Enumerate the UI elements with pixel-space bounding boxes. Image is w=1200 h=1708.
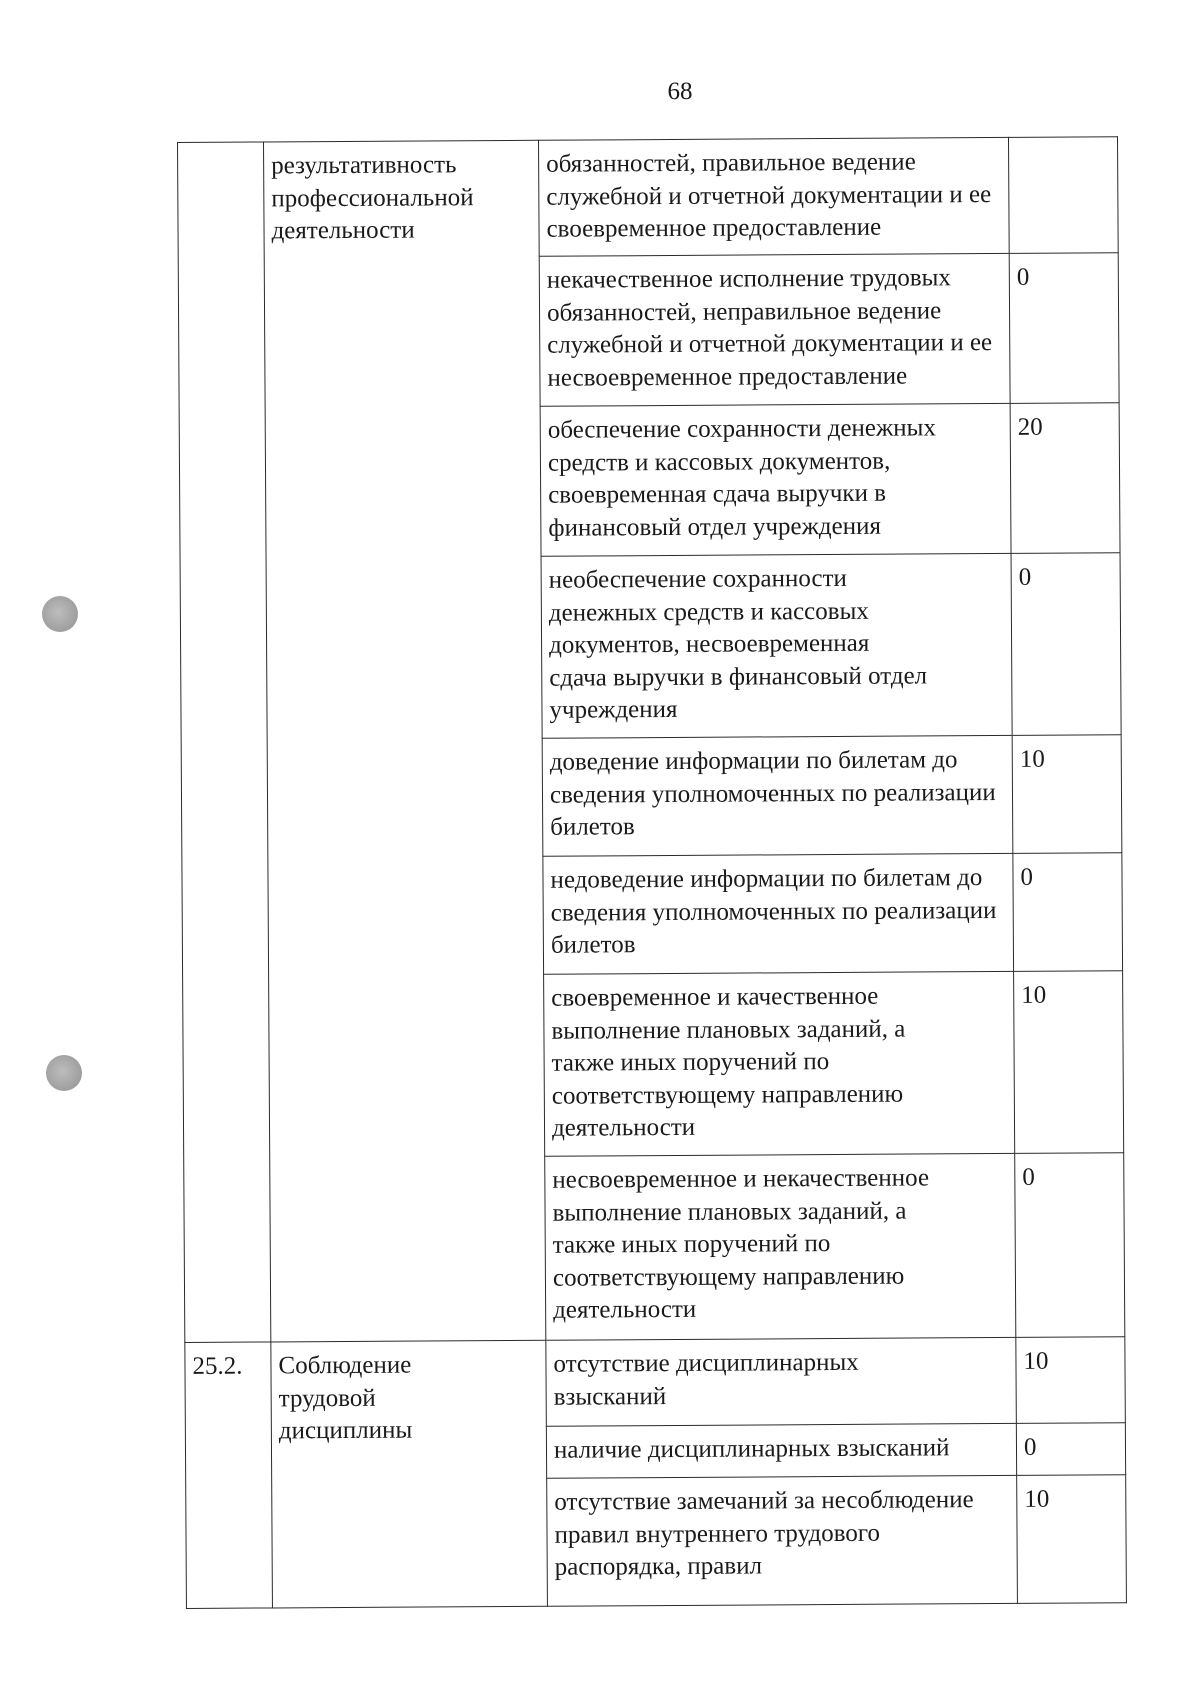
criterion-text: несвоевременное и некачественное выполнение плановых заданий, а также иных поручений по соответствующему направлению деятельности	[552, 1164, 930, 1324]
criterion-text: обязанностей, правильное ведение служебной и отчетной документации и ее своевременное предоставление	[546, 148, 992, 243]
criteria-table	[177, 136, 1127, 1609]
criterion-cell	[546, 1337, 1017, 1426]
score-cell: 0	[1009, 253, 1119, 404]
criterion-text: обеспечение сохранности денежных средств и кассовых документов, своевременная сдача выручки в финансовый отдел учреждения	[547, 414, 937, 542]
indicator-text: результативность профессиональной деятельности	[271, 151, 474, 245]
score-cell: 0	[1016, 1423, 1125, 1476]
criterion-cell	[540, 403, 1011, 556]
criterion-cell	[542, 735, 1013, 856]
criterion-cell	[547, 1475, 1018, 1606]
score-cell: 0	[1011, 553, 1121, 736]
score-cell: 0	[1015, 1153, 1125, 1338]
score-cell: 10	[1014, 971, 1124, 1154]
score-cell: 0	[1013, 853, 1123, 972]
row-number-cell	[178, 142, 271, 1343]
criterion-text: недоведение информации по билетам до сведения уполномоченных по реализации билетов	[550, 864, 997, 959]
punch-hole-mark	[46, 1055, 82, 1091]
criterion-text: некачественное исполнение трудовых обязанностей, неправильное ведение служебной и отчетной документации и ее несвоевременное предоставление	[546, 264, 993, 392]
criterion-cell	[546, 1423, 1016, 1478]
criterion-cell	[544, 971, 1015, 1156]
score-cell: 10	[1017, 1475, 1127, 1604]
criterion-cell	[545, 1153, 1016, 1340]
table-row	[185, 1337, 1126, 1429]
criterion-text: своевременное и качественное выполнение плановых заданий, а также иных поручений по соответствующему направлению деятельности	[551, 982, 906, 1142]
page-number: 68	[667, 78, 693, 105]
table-row	[178, 137, 1119, 259]
criterion-cell	[543, 853, 1014, 974]
punch-hole-mark	[42, 596, 78, 632]
row-number-cell: 25.2.	[185, 1342, 273, 1609]
score-cell: 20	[1010, 403, 1120, 554]
indicator-text: Соблюдение трудовой дисциплины	[278, 1351, 413, 1445]
criterion-text: отсутствие замечаний за несоблюдение правил внутреннего трудового распорядка, правил	[554, 1486, 974, 1581]
score-cell	[1008, 137, 1118, 254]
criterion-cell	[541, 553, 1012, 738]
criterion-text: необеспечение сохранности денежных средств и кассовых документов, несвоевременная сдача выручки в финансовый отдел учреждения	[548, 564, 928, 724]
score-cell: 10	[1012, 735, 1122, 854]
criterion-text: отсутствие дисциплинарных взысканий	[553, 1348, 859, 1411]
indicator-cell	[271, 1340, 548, 1608]
criterion-text: наличие дисциплинарных взысканий	[553, 1434, 950, 1464]
criterion-cell	[539, 253, 1010, 406]
criterion-cell	[538, 137, 1009, 256]
indicator-cell	[264, 140, 546, 1342]
score-cell: 10	[1016, 1337, 1126, 1424]
criterion-text: доведение информации по билетам до сведения уполномоченных по реализации билетов	[549, 746, 996, 841]
